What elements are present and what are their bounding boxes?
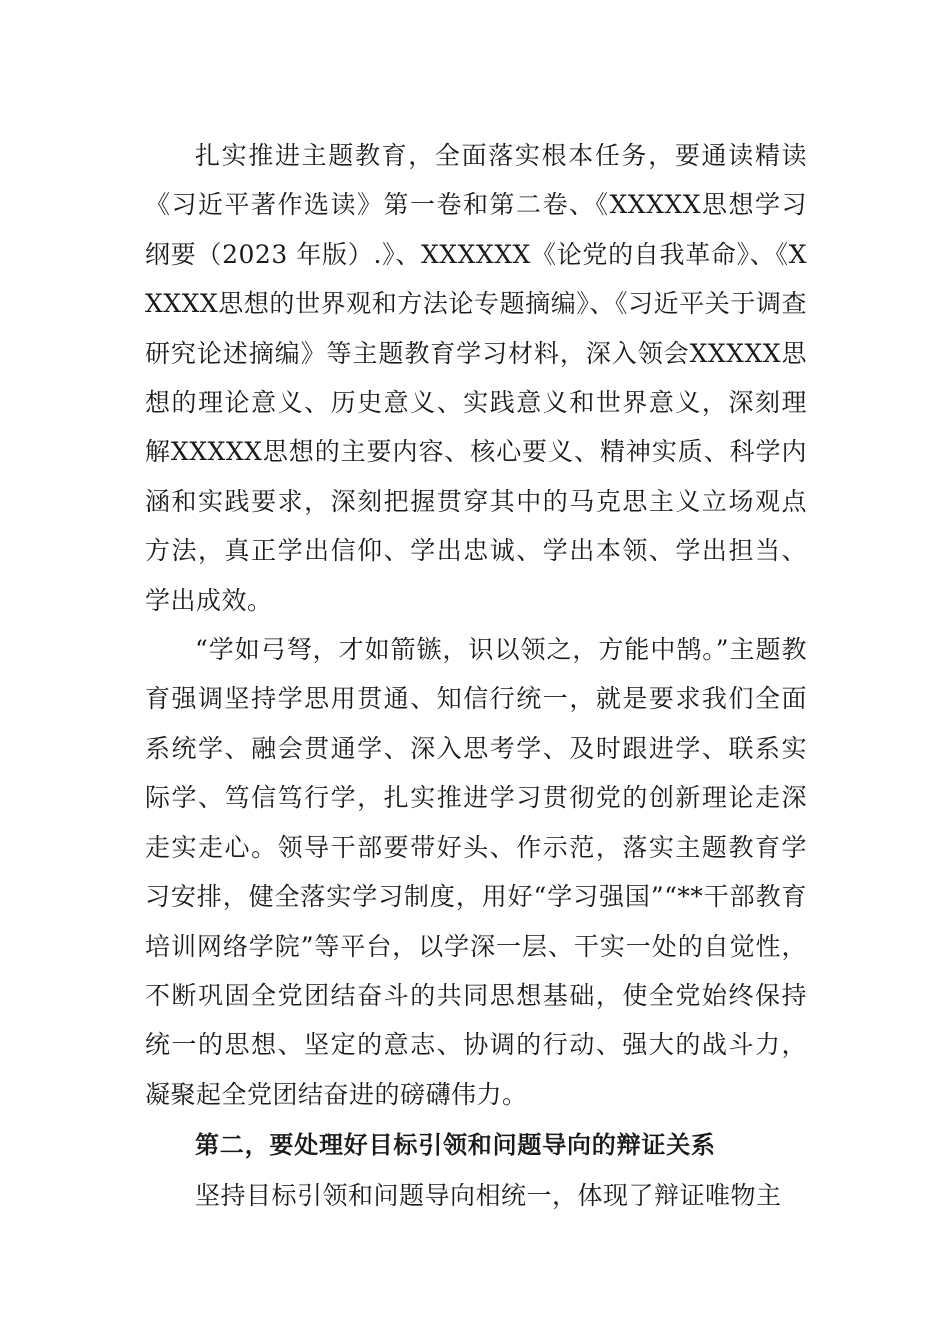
section-heading: 第二，要处理好目标引领和问题导向的辩证关系 xyxy=(195,1131,716,1160)
body-paragraph-3: 坚持目标引领和问题导向相统一，体现了辩证唯物主 xyxy=(195,1181,782,1211)
body-paragraph-2: “学如弓弩，才如箭镞，识以领之，方能中鹄。”主题教育强调坚持学思用贯通、知信行统一，就是要求我们全面系统学、融会贯通学、深入思考学、及时跟进学、联系实际学、笃信笃行学，扎实推进学习贯彻党的创新理论走深走实走心。领导干部要带好头、作示范，落实主题教育学习安排，健全落实学习制度，用好“学习强国”“**干部教育培训网络学院”等平台，以学深一层、干实一处的自觉性，不断巩固全党团结奋斗的共同思想基础，使全党始终保持统一的思想、坚定的意志、协调的行动、强大的战斗力，凝聚起全党团结奋进的磅礴伟力。 xyxy=(145,635,807,1109)
document-body xyxy=(145,131,807,1221)
body-paragraph-1: 扎实推进主题教育，全面落实根本任务，要通读精读《习近平著作选读》第一卷和第二卷、《XXXXX思想学习纲要（2023 年版）.》、XXXXXX《论党的自我革命》、《XXXXX思想的世界观和方法论专题摘编》、《习近平关于调查研究论述摘编》等主题教育学习材料，深入领会XXXXX思想的理论意义、历史意义、实践意义和世界意义，深刻理解XXXXX思想的主要内容、核心要义、精神实质、科学内涵和实践要求，深刻把握贯穿其中的马克思主义立场观点方法，真正学出信仰、学出忠诚、学出本领、学出担当、学出成效。 xyxy=(145,141,807,615)
